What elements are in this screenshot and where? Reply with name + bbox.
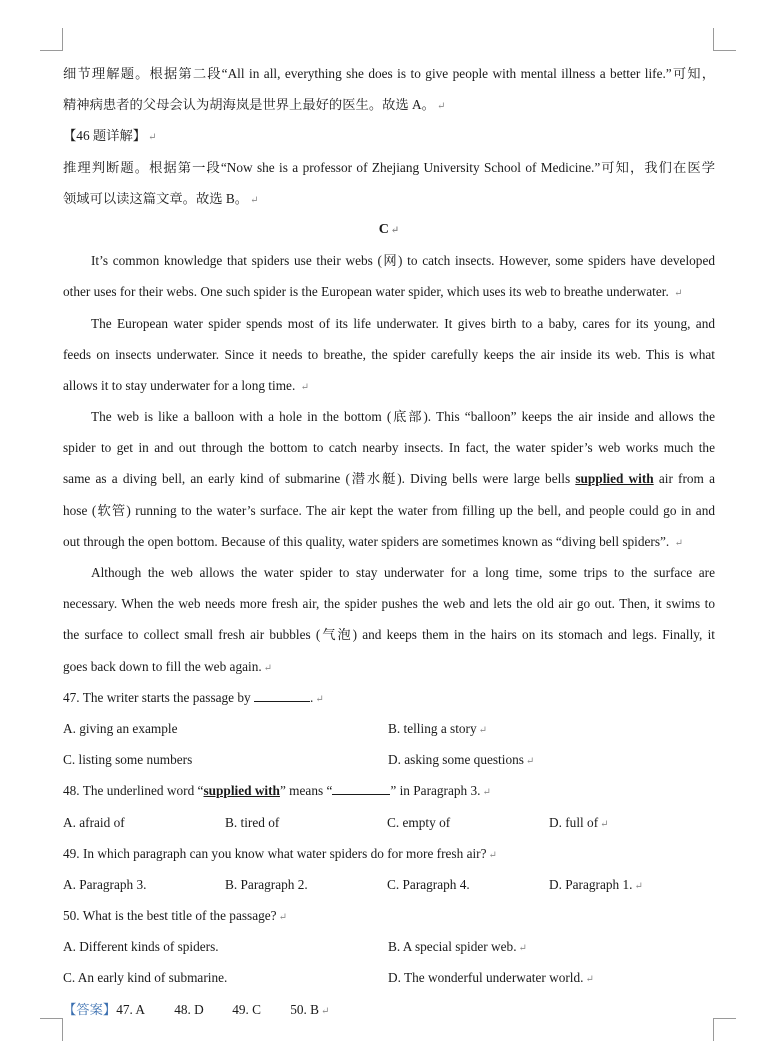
section-title: C ↵ [378, 221, 400, 237]
question-47-stem: 47. The writer starts the passage by . ↵ [63, 689, 324, 705]
paragraph-mark: ↵ [488, 849, 497, 861]
paragraph-mark: ↵ [674, 288, 683, 300]
corner-mark-top-left [40, 28, 63, 51]
paragraph-mark: ↵ [436, 101, 446, 113]
answer-50: 50. B [290, 1001, 320, 1017]
option-a: A. giving an example [63, 720, 178, 736]
question-50-options [63, 931, 715, 962]
question-heading: 【46 题详解】 ↵ [63, 128, 157, 144]
option-b: B. telling a story ↵ [388, 720, 488, 736]
question-50-options [63, 962, 715, 993]
question-47-options [63, 744, 715, 775]
explanation-line: 推理判断题。根据第一段“Now she is a professor of Zhejiang University School of Medicine.”可知，我们在医学 [63, 159, 715, 175]
paragraph-mark: ↵ [263, 662, 273, 674]
paragraph-mark: ↵ [674, 537, 683, 549]
option-a: A. afraid of [63, 814, 125, 830]
answer-key [63, 994, 715, 1025]
explanation-line: 细节理解题。根据第二段“All in all, everything she does is to give people with mental illness a better life.”可知， [63, 66, 715, 81]
paragraph-mark: ↵ [600, 818, 609, 830]
option-d: D. asking some questions ↵ [388, 752, 535, 768]
passage-line: The European water spider spends most of its life underwater. It gives birth to a baby, cares for its young, and [91, 315, 715, 331]
question-50-stem: 50. What is the best title of the passage? ↵ [63, 908, 287, 924]
corner-mark-bottom-left [40, 1018, 63, 1041]
paragraph-mark: ↵ [518, 943, 527, 955]
paragraph-mark: ↵ [478, 724, 488, 736]
option-b: B. A special spider web. ↵ [388, 939, 527, 955]
option-c: C. Paragraph 4. [387, 876, 470, 892]
option-d: D. full of ↵ [549, 814, 609, 830]
question-48-options [63, 807, 715, 838]
option-d: D. Paragraph 1. ↵ [549, 876, 643, 892]
passage-line: The web is like a balloon with a hole in the bottom (底部). This “balloon” keeps the air inside and allows the [91, 409, 715, 425]
underlined-word: supplied with [203, 783, 280, 799]
answer-48: 48. D [174, 1001, 204, 1017]
answer-tag: 【答案】 [63, 1001, 117, 1017]
passage-line: Although the web allows the water spider to stay underwater for a long time, some trips to the surface are [91, 565, 715, 580]
underlined-word: supplied with [575, 471, 654, 487]
passage-line: hose (软管) running to the water’s surface. The air kept the water from filling up the bell, and people could go in and [63, 502, 715, 518]
passage-line: other uses for their webs. One such spider is the European water spider, which uses its web to breathe underwater. ↵ [63, 284, 683, 300]
passage-line: feeds on insects underwater. Since it needs to breathe, the spider carefully keeps the air inside its web. This is what [63, 346, 715, 362]
passage-line: goes back down to fill the web again. ↵ [63, 658, 273, 674]
question-48-stem: 48. The underlined word “supplied with” means “ ” in Paragraph 3. ↵ [63, 783, 491, 799]
option-b: B. Paragraph 2. [225, 876, 308, 892]
question-49-options [63, 869, 715, 900]
paragraph-mark: ↵ [278, 912, 287, 924]
corner-mark-top-right [713, 28, 736, 51]
passage-line: same as a diving bell, an early kind of submarine (潜水艇). Diving bells were large bells supplied with air from a [63, 471, 715, 487]
option-a: A. Paragraph 3. [63, 876, 147, 892]
explanation-line: 领域可以读这篇文章。故选 B。 ↵ [63, 190, 259, 206]
passage-line: spider to get in and out through the bottom to catch nearby insects. In fact, the water spider’s web works much the [63, 440, 715, 456]
paragraph-mark: ↵ [300, 381, 309, 393]
question-47-options [63, 713, 715, 744]
paragraph-mark: ↵ [390, 224, 400, 236]
corner-mark-bottom-right [713, 1018, 736, 1041]
explanation-line: 精神病患者的父母会认为胡海岚是世界上最好的医生。故选 A。 ↵ [63, 97, 446, 113]
passage-line: allows it to stay underwater for a long time. ↵ [63, 377, 309, 393]
paragraph-mark: ↵ [634, 880, 643, 892]
answer-blank [254, 689, 310, 702]
question-49-stem: 49. In which paragraph can you know what water spiders do for more fresh air? ↵ [63, 845, 497, 861]
option-d: D. The wonderful underwater world. ↵ [388, 970, 594, 986]
option-c: C. empty of [387, 814, 451, 830]
passage-line: out through the open bottom. Because of this quality, water spiders are sometimes known as “diving bell spiders”. ↵ [63, 533, 683, 549]
paragraph-mark: ↵ [482, 787, 491, 799]
paragraph-mark: ↵ [148, 132, 157, 144]
option-c: C. listing some numbers [63, 752, 193, 768]
paragraph-mark: ↵ [250, 194, 259, 206]
answer-49: 49. C [232, 1001, 262, 1017]
passage-line: the surface to collect small fresh air bubbles (气泡) and keeps them in the hairs on its stomach and legs. Finally, it [63, 627, 715, 643]
option-b: B. tired of [225, 814, 280, 830]
option-c: C. An early kind of submarine. [63, 970, 228, 986]
paragraph-mark: ↵ [315, 693, 324, 705]
passage-line: necessary. When the web needs more fresh air, the spider pushes the web and lets the old air go out. Then, it swims to [63, 596, 715, 612]
answer-blank [332, 782, 390, 795]
paragraph-mark: ↵ [585, 974, 594, 986]
paragraph-mark: ↵ [525, 756, 535, 768]
option-a: A. Different kinds of spiders. [63, 939, 219, 955]
answer-47: 47. A [116, 1001, 146, 1017]
passage-line: It’s common knowledge that spiders use their webs (网) to catch insects. However, some spiders have developed [91, 253, 715, 269]
paragraph-mark: ↵ [321, 1005, 330, 1017]
document-body [63, 58, 715, 1025]
